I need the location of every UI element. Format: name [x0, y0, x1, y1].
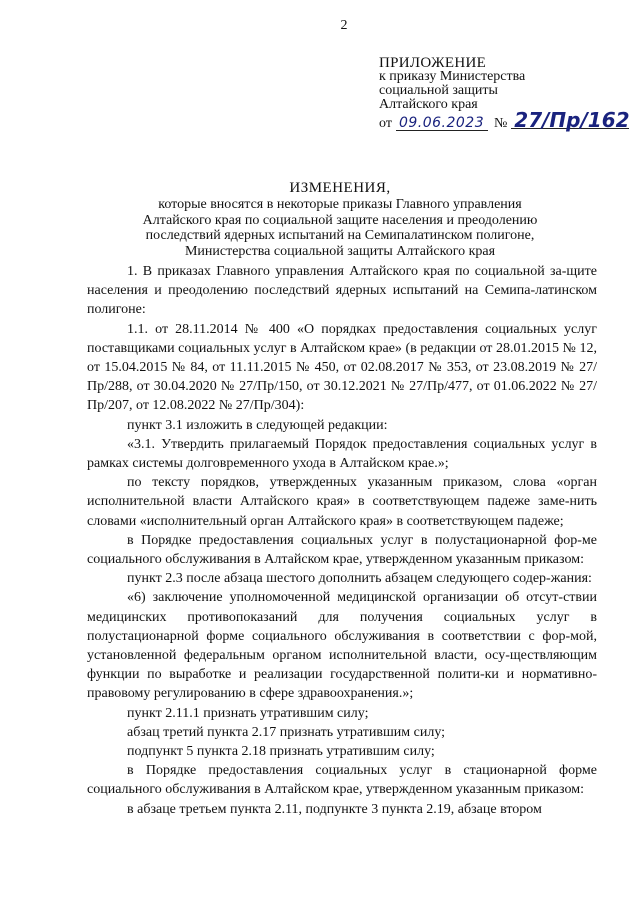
paragraph-text-replacement: по тексту порядков, утвержденных указанным приказом, слова «орган исполнительной власти Алтайского края» в соответствующем падеже заме-нить словами «исполнительный орган Алтайского края» в соответствующем падеже;: [87, 475, 597, 529]
paragraph-point-2-11-1: пункт 2.11.1 признать утратившим силу;: [127, 705, 369, 721]
paragraph-quote-6: «6) заключение уполномоченной медицинской организации об отсут-ствии медицинских противопоказаний для получения социальных услуг в полустационарной форме социального обслуживания в соответствии с фор-мой, установленной федеральным органом исполнительной власти, осу-ществляющим функции по выработке и реализации государственной полити-ки и нормативно-правовому регулированию в сфере здравоохранения.»;: [87, 590, 597, 702]
heading-line-4: Министерства социальной защиты Алтайского края: [184, 243, 496, 259]
paragraph-point-2-18: подпункт 5 пункта 2.18 признать утратившим силу;: [127, 744, 435, 760]
order-date-handwritten: 09.06.2023: [396, 116, 488, 131]
heading-line-1: которые вносятся в некоторые приказы Главного управления: [158, 197, 522, 213]
paragraph-semistationary-order: в Порядке предоставления социальных услуг в полустационарной фор-ме социального обслуживания в Алтайском крае, утвержденном указанным приказом:: [87, 532, 597, 568]
heading-title: ИЗМЕНЕНИЯ,: [289, 180, 391, 196]
from-label: от: [379, 116, 392, 131]
appendix-line-3: Алтайского края: [379, 97, 478, 112]
heading-line-2: Алтайского края по социальной защите населения и преодолению: [142, 212, 538, 228]
paragraph-point-3-1: пункт 3.1 изложить в следующей редакции:: [127, 417, 388, 433]
heading-line-3: последствий ядерных испытаний на Семипалатинском полигоне,: [145, 228, 535, 244]
order-number-handwritten: 27/Пр/162: [511, 112, 629, 129]
paragraph-stationary-order: в Порядке предоставления социальных услуг в стационарной форме социального обслуживания в Алтайском крае, утвержденном указанным приказом:: [87, 763, 597, 798]
document-body: [87, 262, 597, 819]
paragraph-1: 1. В приказах Главного управления Алтайского края по социальной за-щите населения и преодолению последствий ядерных испытаний на Семипа-латинском полигоне:: [87, 264, 597, 318]
page-number: 2: [340, 18, 348, 33]
paragraph-point-2-11: в абзаце третьем пункта 2.11, подпункте 3 пункта 2.19, абзаце втором: [127, 801, 542, 817]
number-sign: №: [493, 116, 508, 131]
paragraph-point-2-17: абзац третий пункта 2.17 признать утратившим силу;: [127, 724, 446, 740]
paragraph-quote-3-1: «3.1. Утвердить прилагаемый Порядок предоставления социальных услуг в рамках системы долговременного ухода в Алтайском крае.»;: [87, 436, 597, 472]
appendix-block: [379, 56, 629, 131]
appendix-line-1: к приказу Министерства: [379, 69, 526, 84]
appendix-title: ПРИЛОЖЕНИЕ: [379, 55, 487, 71]
appendix-line-2: социальной защиты: [379, 83, 498, 98]
paragraph-point-2-3: пункт 2.3 после абзаца шестого дополнить абзацем следующего содер-жания:: [127, 571, 592, 587]
document-heading: [90, 181, 590, 259]
paragraph-1-1: 1.1. от 28.11.2014 № 400 «О порядках предоставления социальных услуг поставщиками социальных услуг в Алтайском крае» (в редакции от 28.01.2015 № 12, от 15.04.2015 № 84, от 11.11.2015 № 450, от 02.08.2017 № 353, от 23.08.2019 № 27/Пр/288, от 30.04.2020 № 27/Пр/150, от 30.12.2021 № 27/Пр/477, от 01.06.2022 № 27/Пр/207, от 12.08.2022 № 27/Пр/304):: [87, 321, 597, 414]
order-date-number-line: [379, 108, 630, 132]
